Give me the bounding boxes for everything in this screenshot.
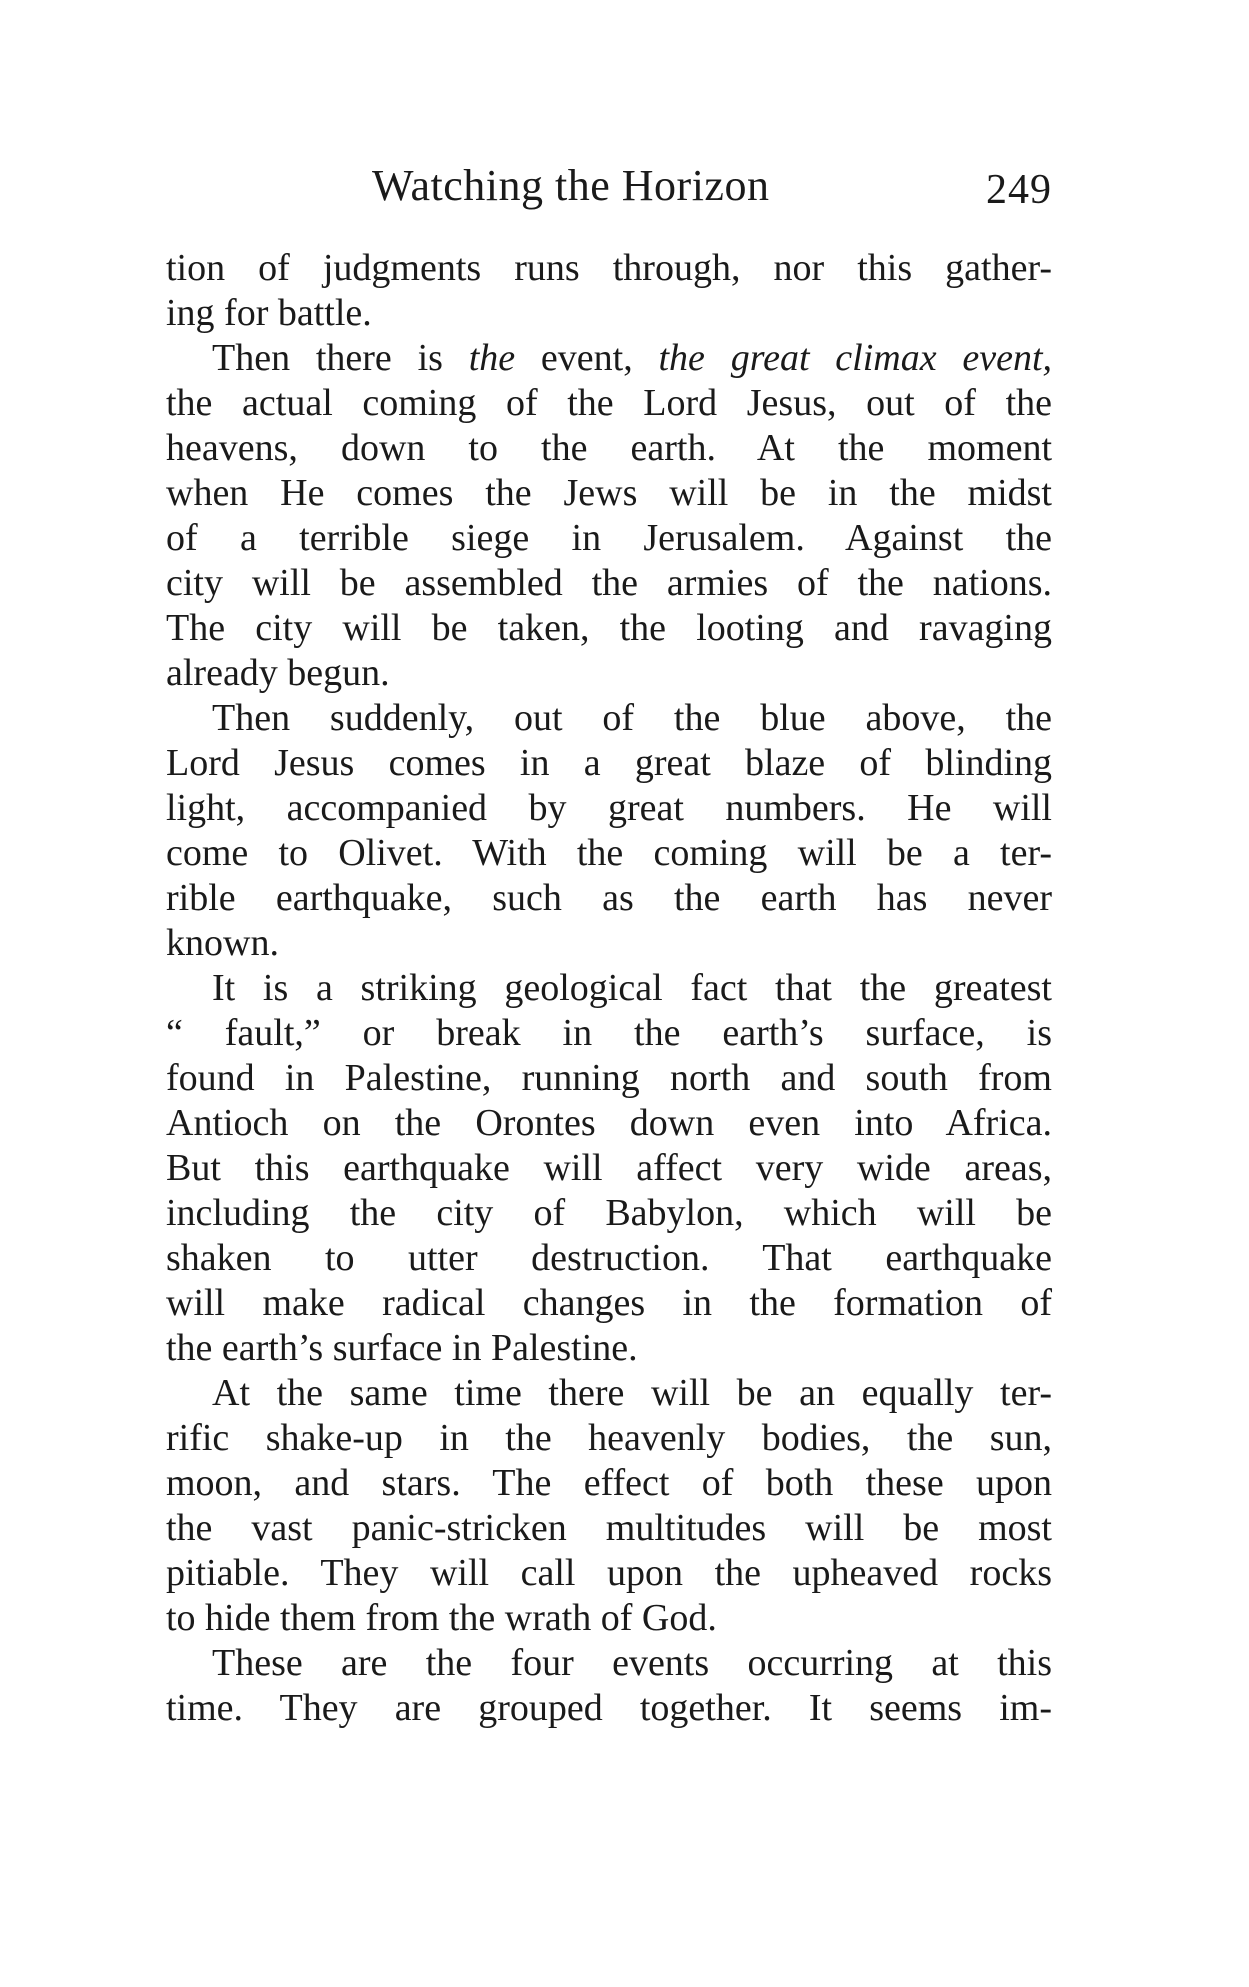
text-line: The city will be taken, the looting and ravaging bbox=[166, 607, 1052, 649]
text-line: At the same time there will be an equally ter- bbox=[212, 1372, 1052, 1414]
text-line: found in Palestine, running north and south from bbox=[166, 1057, 1052, 1099]
text-line bbox=[166, 336, 1052, 381]
text-line: pitiable. They will call upon the upheaved rocks bbox=[166, 1552, 1052, 1594]
text-line: shaken to utter destruction. That earthquake bbox=[166, 1237, 1052, 1279]
text-line: Then suddenly, out of the blue above, the bbox=[212, 697, 1052, 739]
text-line: time. They are grouped together. It seems im- bbox=[166, 1687, 1052, 1729]
text-line: heavens, down to the earth. At the moment bbox=[166, 427, 1052, 469]
text-line: city will be assembled the armies of the nations. bbox=[166, 562, 1052, 604]
text-line: It is a striking geological fact that the greatest bbox=[212, 967, 1052, 1009]
italic-segment: the great climax event, bbox=[658, 337, 1053, 379]
running-title: Watching the Horizon bbox=[372, 161, 770, 210]
text-line: the actual coming of the Lord Jesus, out of the bbox=[166, 382, 1052, 424]
text-line: light, accompanied by great numbers. He will bbox=[166, 787, 1052, 829]
page-header bbox=[372, 160, 1052, 220]
text-line: These are the four events occurring at this bbox=[212, 1642, 1052, 1684]
text-line: ing for battle. bbox=[166, 292, 372, 334]
text-line: to hide them from the wrath of God. bbox=[166, 1597, 717, 1639]
text-line: known. bbox=[166, 922, 279, 964]
italic-segment: the bbox=[468, 337, 516, 379]
text-line: But this earthquake will affect very wide areas, bbox=[166, 1147, 1052, 1189]
text-line: rific shake-up in the heavenly bodies, the sun, bbox=[166, 1417, 1052, 1459]
text-line: already begun. bbox=[166, 652, 390, 694]
text-line: tion of judgments runs through, nor this gather- bbox=[166, 247, 1052, 289]
text-line: rible earthquake, such as the earth has never bbox=[166, 877, 1052, 919]
page-number: 249 bbox=[986, 167, 1052, 213]
text-line: come to Olivet. With the coming will be a ter- bbox=[166, 832, 1052, 874]
text-line: Lord Jesus comes in a great blaze of blinding bbox=[166, 742, 1052, 784]
text-segment: event, bbox=[515, 337, 659, 379]
text-line: of a terrible siege in Jerusalem. Against the bbox=[166, 517, 1052, 559]
text-line: moon, and stars. The effect of both these upon bbox=[166, 1462, 1052, 1504]
text-line: the vast panic-stricken multitudes will be most bbox=[166, 1507, 1052, 1549]
text-line: “ fault,” or break in the earth’s surface, is bbox=[166, 1012, 1052, 1054]
body-text bbox=[166, 246, 1052, 1731]
text-line: including the city of Babylon, which will be bbox=[166, 1192, 1052, 1234]
text-line: when He comes the Jews will be in the midst bbox=[166, 472, 1052, 514]
text-line: will make radical changes in the formation of bbox=[166, 1282, 1052, 1324]
text-line: Antioch on the Orontes down even into Africa. bbox=[166, 1102, 1052, 1144]
text-segment: Then there is bbox=[212, 337, 469, 379]
text-line: the earth’s surface in Palestine. bbox=[166, 1327, 638, 1369]
